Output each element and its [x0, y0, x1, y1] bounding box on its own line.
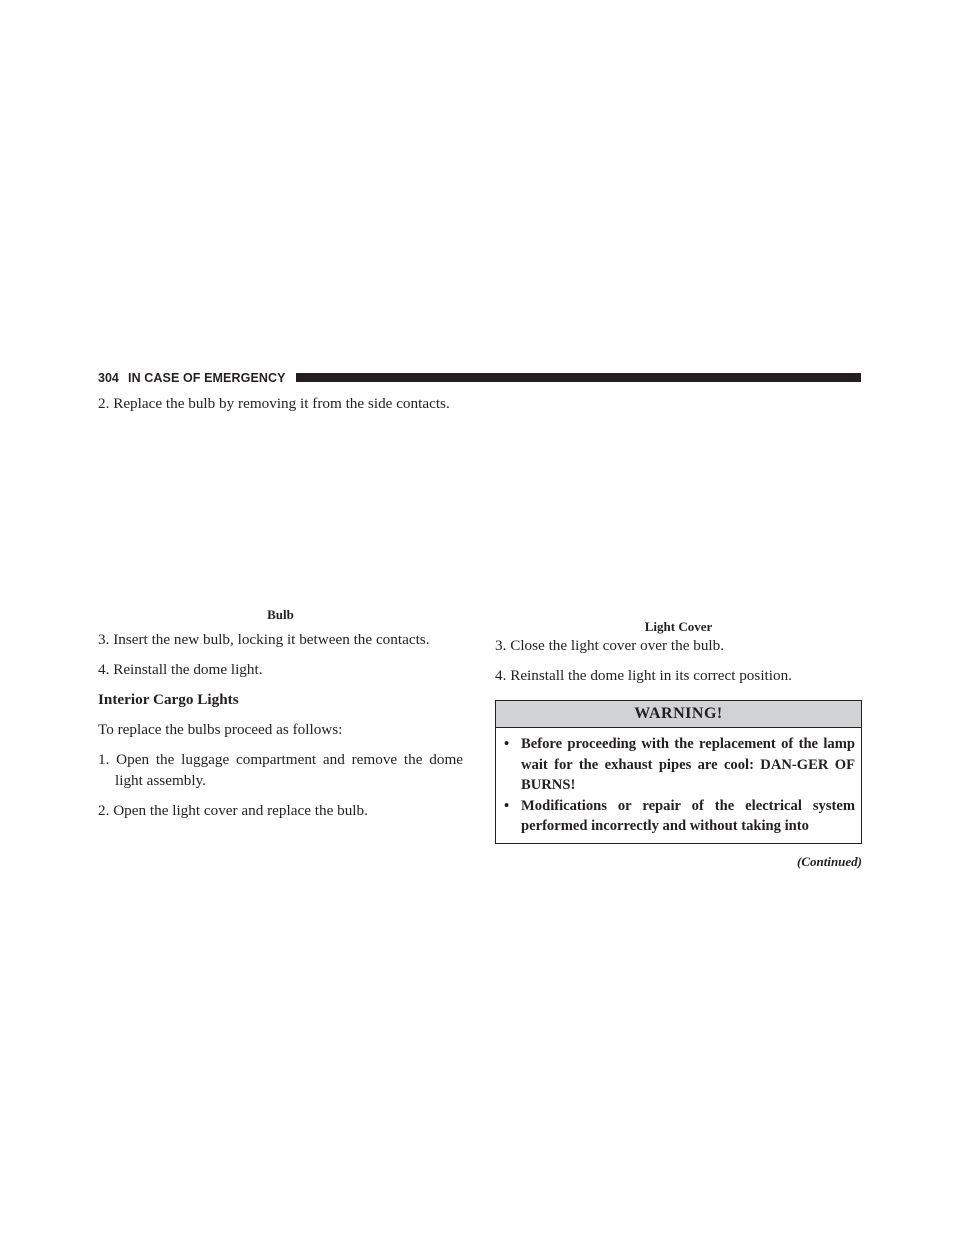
section-title: IN CASE OF EMERGENCY: [128, 371, 286, 385]
header-rule: [296, 373, 861, 382]
interior-cargo-lights-heading: Interior Cargo Lights: [98, 691, 239, 708]
page-number: 304: [98, 371, 119, 385]
step-3-text: 3. Insert the new bulb, locking it between the contacts.: [98, 631, 430, 648]
right-column: [495, 393, 862, 870]
bullet-icon: •: [504, 797, 510, 814]
page-header: [98, 370, 861, 386]
step-4-text: 4. Reinstall the dome light.: [98, 661, 263, 678]
warning-title: WARNING!: [496, 701, 861, 728]
warning-item: [504, 796, 855, 837]
cargo-step-1-text: 1. Open the luggage compartment and remove the dome light assembly.: [98, 751, 463, 789]
step-2-text: 2. Replace the bulb by removing it from the side contacts.: [98, 395, 450, 412]
cargo-step-2-text: 2. Open the light cover and replace the bulb.: [98, 802, 368, 819]
warning-item: [504, 734, 855, 796]
bulb-figure-caption: Bulb: [267, 607, 294, 622]
warning-item-text: Before proceeding with the replacement of the lamp wait for the exhaust pipes are cool: DAN-GER OF BURNS!: [521, 736, 855, 793]
light-cover-figure: [495, 393, 862, 635]
bulb-figure: [98, 414, 463, 626]
bullet-icon: •: [504, 736, 510, 752]
continued-note: (Continued): [796, 853, 862, 869]
close-cover-step-text: 3. Close the light cover over the bulb.: [495, 637, 725, 654]
warning-body: [496, 728, 861, 843]
reinstall-step-text: 4. Reinstall the dome light in its correct position.: [495, 667, 792, 684]
warning-item-text: Modifications or repair of the electrical system performed incorrectly and without taking into: [521, 797, 855, 834]
intro-text: To replace the bulbs proceed as follows:: [98, 721, 343, 738]
light-cover-figure-caption: Light Cover: [644, 619, 713, 634]
left-column: [98, 393, 463, 821]
warning-box: [495, 700, 862, 844]
